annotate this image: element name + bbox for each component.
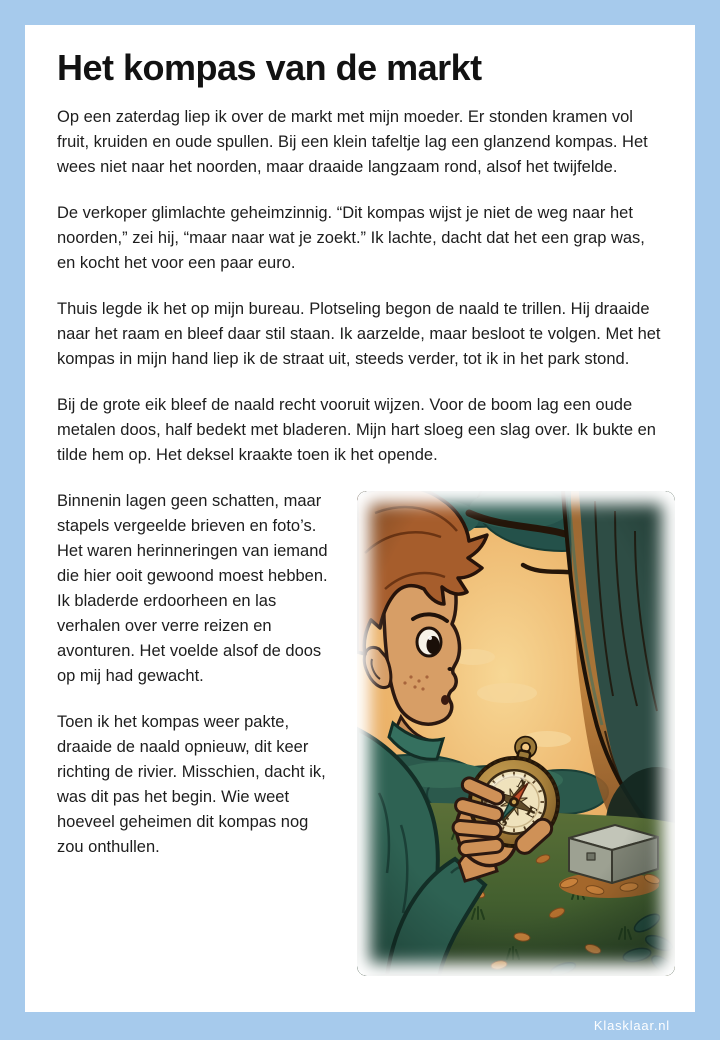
story-page <box>25 25 695 1012</box>
story-paragraph-5: Binnenin lagen geen schatten, maar stapels vergeelde brieven en foto’s. Het waren herinneringen van iemand die hier ooit gewoond moest hebben. Ik bladerde erdoorheen en las verhalen over verre reizen en avonturen. Het voelde alsof de doos op mij had gewacht. <box>57 492 328 686</box>
vignette <box>357 491 675 976</box>
story-paragraph-6: Toen ik het kompas weer pakte, draaide de naald opnieuw, dit keer richting de rivier. Misschien, dacht ik, was dit pas het begin. Wie weet hoeveel geheimen dit kompas nog zou onthullen. <box>57 713 326 857</box>
story-paragraph-1: Op een zaterdag liep ik over de markt met mijn moeder. Er stonden kramen vol fruit, kruiden en oude spullen. Bij een klein tafeltje lag een glanzend kompas. Het wees niet naar het noorden, maar draaide langzaam rond, alsof het twijfelde. <box>57 108 648 177</box>
story-paragraph-3: Thuis legde ik het op mijn bureau. Plotseling begon de naald te trillen. Hij draaide naar het raam en bleef daar stil staan. Ik aarzelde, maar besloot te volgen. Met het kompas in mijn hand liep ik de straat uit, steeds verder, tot ik in het park stond. <box>57 300 661 369</box>
illustration-scene <box>357 491 675 976</box>
story-paragraph-2: De verkoper glimlachte geheimzinnig. “Dit kompas wijst je niet de weg naar het noorden,” zei hij, “maar naar wat je zoekt.” Ik lachte, dacht dat het een grap was, en kocht het voor een paar euro. <box>57 204 645 273</box>
story-paragraph-4: Bij de grote eik bleef de naald recht vooruit wijzen. Voor de boom lag een oude metalen doos, half bedekt met bladeren. Mijn hart sloeg een slag over. Ik bukte en tilde hem op. Het deksel kraakte toen ik het opende. <box>57 396 656 465</box>
story-illustration <box>357 491 675 976</box>
watermark: Klasklaar.nl <box>593 1018 670 1033</box>
page-title: Het kompas van de markt <box>57 47 482 88</box>
